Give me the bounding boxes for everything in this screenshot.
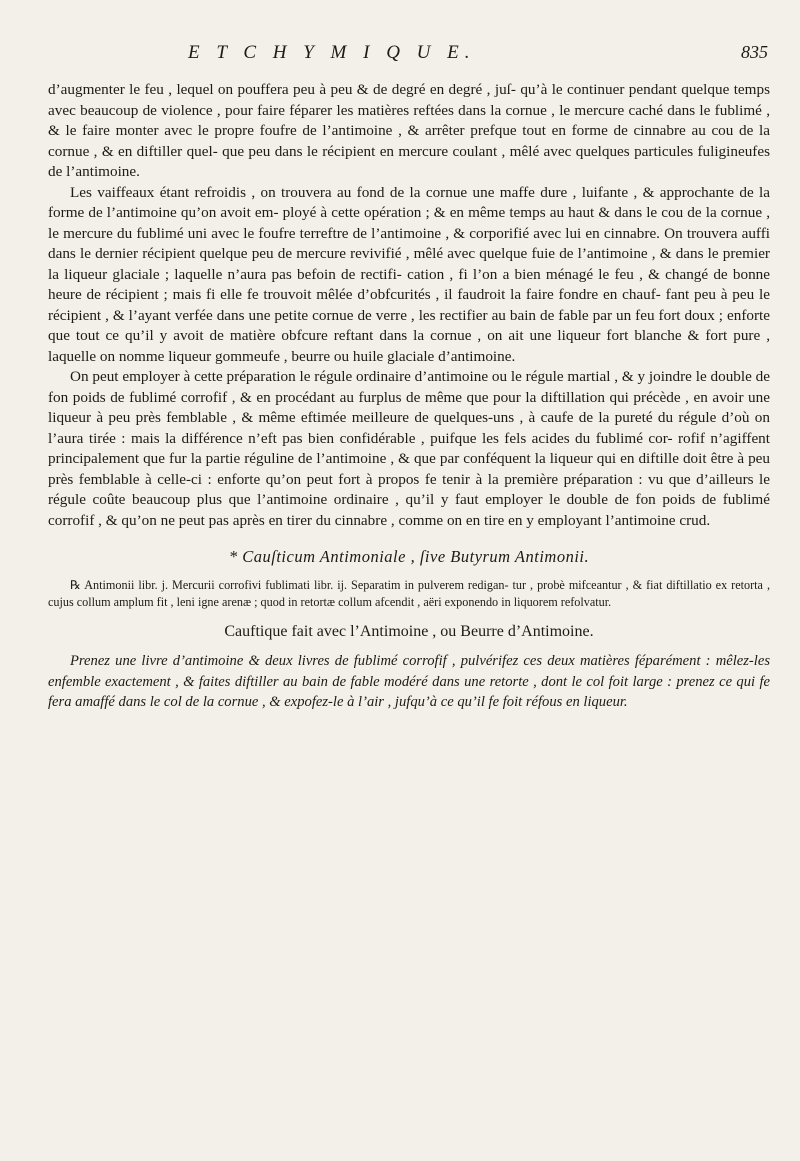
- running-head: E T C H Y M I Q U E.: [188, 42, 476, 63]
- paragraph: d’augmenter le feu , lequel on pouffera peu à peu & de degré en degré , juſ- qu’à le continuer pendant quelque temps avec beaucoup de violence , pour faire féparer les matières reftées dans la cornue , le mercure caché dans le fublimé , & le faire monter avec le propre foufre de l’antimoine , & arrêter prefque tout en forme de cinnabre au cou de la cornue , & en diftiller quel- que peu dans le récipient en mercure coulant , mêlé avec quelques particules fuligineufes de l’antimoine.: [48, 81, 770, 180]
- paragraph: On peut employer à cette préparation le régule ordinaire d’antimoine ou le régule martial , & y joindre le double de fon poids de fublimé corrofif , & en procédant au furplus de même que pour la diftillation qui précède , en avoir une liqueur à peu près femblable , & même eftimée meilleure de quelques-uns , à caufe de la pureté du régule d’où on l’aura tirée : mais la différence n’eft pas bien confidérable , puifque les fels acides du fublimé cor- rofif n’agiffent principalement que fur la partie réguline de l’antimoine , & que par conféquent la liqueur qui en diftille doit être à peu près femblable à celle-ci : enforte qu’on peut fort à propos fe tenir à la première préparation : vu que d’ailleurs le régule coûte beaucoup plus que l’antimoine ordinaire , qu’il y faut employer le double de fon poids de fublimé corrofif , & qu’on ne peut pas après en tirer du cinnabre , comme on en tire en y employant l’antimoine crud.: [48, 368, 770, 529]
- recipe-instructions: Prenez une livre d’antimoine & deux livres de fublimé corrofif , pulvérifez ces deux matières féparément : mêlez-les enfemble exactement , & faites diftiller au bain de fable modéré dans une retorte , dont le col foit large : prenez ce qui fe fera amaffé dans le col de la cornue , & expofez-le à l’air , jufqu’à ce qu’il fe foit réfous en liqueur.: [48, 653, 770, 710]
- section-subheading: Cauftique fait avec l’Antimoine , ou Beurre d’Antimoine.: [224, 623, 594, 640]
- page-header: [48, 42, 770, 70]
- paragraph: Les vaiffeaux étant refroidis , on trouvera au fond de la cornue une maffe dure , luifante , & approchante de la forme de l’antimoine qu’on avoit em- ployé à cette opération ; & en même temps au haut & dans le cou de la cornue , le mercure du fublimé uni avec le foufre terreftre de l’antimoine , & corporifié avec lui en cinnabre. On trouvera auffi dans le dernier récipient quelque peu de mercure revivifié , mêlé avec quelque fuie de l’antimoine , & dans le premier la liqueur glaciale ; laquelle n’aura pas befoin de rectifi- cation , fi l’on a bien ménagé le feu , & changé de bonne heure de récipient ; mais fi elle fe trouvoit mêlée d’obfcurités , il faudroit la faire fondre en chauf- fant peu à peu le récipient , & l’ayant verfée dans une petite cornue de verre , les rectifier au bain de fable par un feu fort doux ; enforte que tout ce qu’il y avoit de matière obfcure reftant dans la cornue , on ait une liqueur fort blanche & fort pure , laquelle on nomme liqueur gommeufe , beurre ou huile glaciale d’antimoine.: [48, 183, 770, 365]
- body-text: [48, 80, 770, 713]
- book-page: [48, 0, 770, 1161]
- section-heading: * Cauſticum Antimoniale , ſive Butyrum Antimonii.: [228, 547, 590, 566]
- latin-recipe: ℞ Antimonii libr. j. Mercurii corrofivi fublimati libr. ij. Separatim in pulverem redigan- tur , probè mifceantur , & fiat diftillatio ex retorta , cujus collum amplum fit , leni igne arenæ ; quod in retortæ collum afcendit , aëri exponendo in liquorem refolvatur.: [48, 578, 770, 609]
- page-number: 835: [741, 42, 768, 62]
